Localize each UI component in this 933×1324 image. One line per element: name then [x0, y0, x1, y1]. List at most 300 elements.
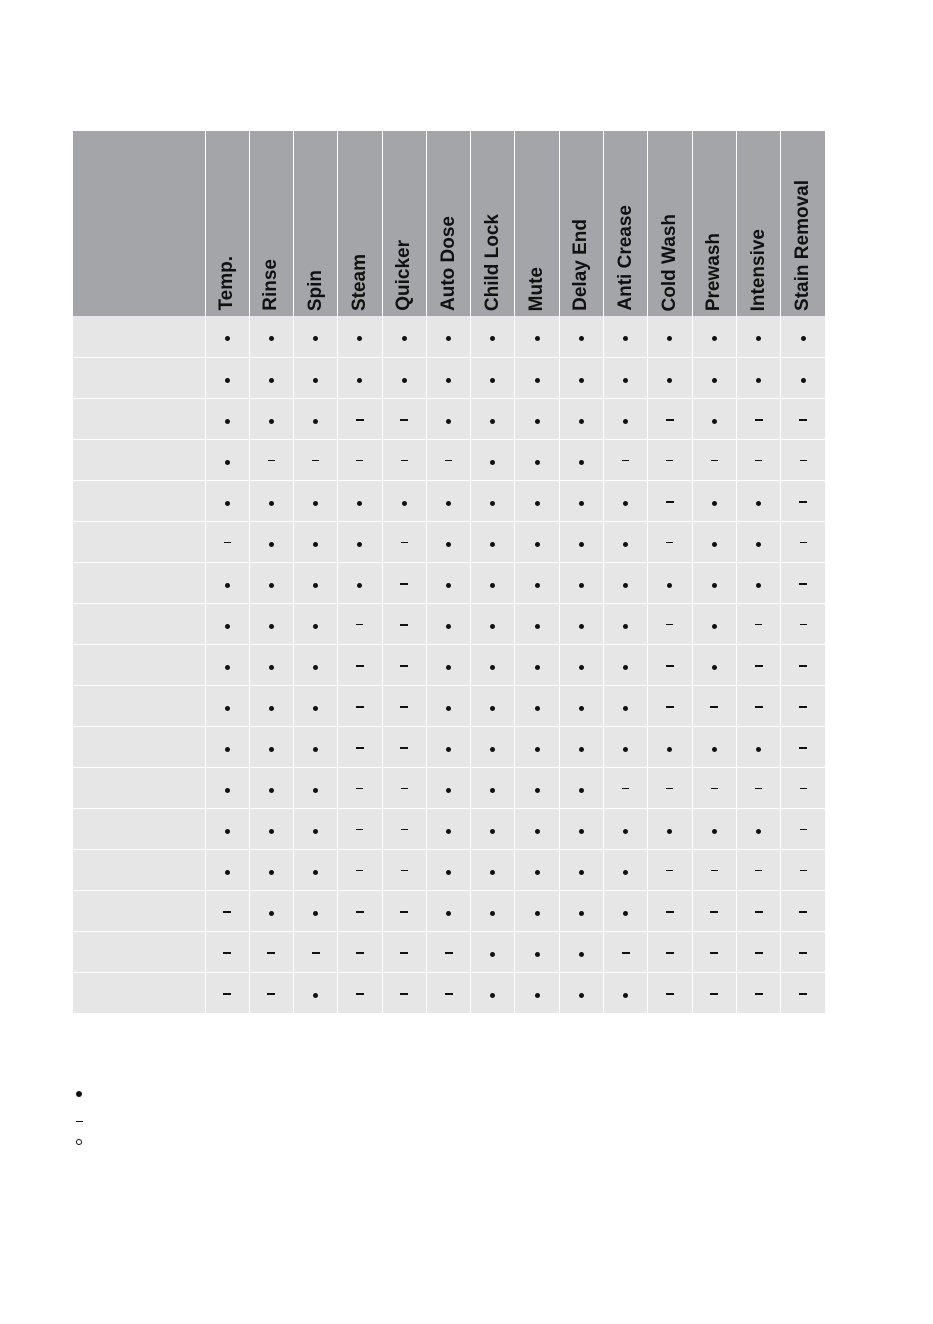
available-dot-icon — [313, 911, 318, 916]
available-dot-icon — [667, 747, 672, 752]
option-cell — [382, 726, 426, 767]
option-cell — [382, 808, 426, 849]
programme-label-cell — [73, 603, 205, 644]
not-available-dash-icon — [800, 870, 807, 871]
option-cell — [471, 562, 515, 603]
available-dot-icon — [535, 665, 540, 670]
option-cell — [471, 357, 515, 398]
option-cell — [781, 398, 825, 439]
option-cell — [781, 521, 825, 562]
option-cell — [382, 849, 426, 890]
not-available-dash-icon — [400, 706, 408, 708]
column-header — [205, 131, 249, 316]
option-cell — [781, 931, 825, 972]
available-dot-icon — [446, 419, 451, 424]
not-available-dash-icon — [401, 542, 408, 543]
option-cell — [736, 398, 780, 439]
available-dot-icon — [579, 583, 584, 588]
not-available-dash-icon — [356, 624, 363, 625]
available-dot-icon — [490, 583, 495, 588]
available-dot-icon — [313, 542, 318, 547]
available-dot-icon — [225, 870, 230, 875]
table-row — [73, 316, 825, 357]
available-dot-icon — [313, 583, 318, 588]
table-row — [73, 521, 825, 562]
option-cell — [249, 726, 293, 767]
table-header-row — [73, 131, 825, 316]
available-dot-icon — [535, 952, 540, 957]
not-available-dash-icon — [666, 419, 674, 421]
not-available-dash-icon — [666, 501, 674, 503]
not-available-dash-icon — [755, 911, 763, 913]
option-cell — [471, 849, 515, 890]
available-dot-icon — [535, 501, 540, 506]
option-cell — [382, 316, 426, 357]
not-available-dash-icon — [710, 952, 718, 954]
available-dot-icon — [623, 378, 628, 383]
available-dot-icon — [446, 624, 451, 629]
option-cell — [426, 603, 470, 644]
option-cell — [249, 562, 293, 603]
column-header — [471, 131, 515, 316]
option-cell — [781, 808, 825, 849]
available-dot-icon — [357, 542, 362, 547]
option-cell — [471, 644, 515, 685]
available-dot-icon — [579, 911, 584, 916]
available-dot-icon — [756, 542, 761, 547]
programme-label-cell — [73, 808, 205, 849]
column-header — [648, 131, 692, 316]
option-cell — [249, 398, 293, 439]
table-row — [73, 849, 825, 890]
available-dot-icon — [623, 870, 628, 875]
available-dot-icon — [801, 378, 806, 383]
option-cell — [604, 562, 648, 603]
not-available-dash-icon — [800, 542, 807, 543]
table-row — [73, 685, 825, 726]
available-dot-icon — [446, 336, 451, 341]
not-available-dash-icon — [710, 993, 718, 995]
column-header-label: Cold Wash — [658, 213, 680, 311]
not-available-dash-icon — [711, 460, 718, 461]
option-cell — [559, 890, 603, 931]
option-cell — [249, 439, 293, 480]
option-cell — [205, 603, 249, 644]
available-dot-icon — [579, 336, 584, 341]
table-row — [73, 480, 825, 521]
option-cell — [382, 767, 426, 808]
programme-label-cell — [73, 685, 205, 726]
not-available-dash-icon — [622, 788, 629, 789]
option-cell — [426, 972, 470, 1013]
programme-label-cell — [73, 931, 205, 972]
option-cell — [781, 767, 825, 808]
available-dot-icon — [667, 378, 672, 383]
option-cell — [338, 562, 382, 603]
option-cell — [781, 972, 825, 1013]
available-dot-icon — [357, 336, 362, 341]
column-header — [559, 131, 603, 316]
available-dot-icon — [535, 460, 540, 465]
option-cell — [648, 480, 692, 521]
available-dot-icon — [269, 870, 274, 875]
not-available-dash-icon — [223, 993, 231, 995]
not-available-dash-icon — [711, 788, 718, 789]
option-cell — [338, 890, 382, 931]
option-cell — [559, 644, 603, 685]
not-available-dash-icon — [755, 952, 763, 954]
available-dot-icon — [313, 665, 318, 670]
not-available-dash-icon — [622, 460, 629, 461]
option-cell — [515, 890, 559, 931]
option-cell — [515, 480, 559, 521]
option-cell — [338, 726, 382, 767]
available-dot-icon — [225, 583, 230, 588]
not-available-dash-icon — [800, 460, 807, 461]
not-available-dash-icon — [800, 624, 807, 625]
available-dot-icon — [756, 378, 761, 383]
not-available-dash-icon — [710, 911, 718, 913]
available-dot-icon — [535, 419, 540, 424]
option-cell — [736, 562, 780, 603]
option-cell — [515, 357, 559, 398]
not-available-dash-icon — [755, 419, 763, 421]
available-dot-icon — [269, 419, 274, 424]
option-cell — [515, 521, 559, 562]
available-dot-icon — [313, 993, 318, 998]
available-dot-icon — [313, 747, 318, 752]
column-header-label: Auto Dose — [437, 216, 459, 311]
not-available-dash-icon — [755, 993, 763, 995]
available-dot-icon — [225, 624, 230, 629]
available-dot-icon — [623, 336, 628, 341]
option-cell — [205, 972, 249, 1013]
available-dot-icon — [490, 624, 495, 629]
option-cell — [205, 685, 249, 726]
option-cell — [471, 398, 515, 439]
option-cell — [515, 562, 559, 603]
option-cell — [426, 767, 470, 808]
available-dot-icon — [490, 460, 495, 465]
option-cell — [382, 685, 426, 726]
available-dot-icon — [402, 336, 407, 341]
option-cell — [604, 931, 648, 972]
available-dot-icon — [756, 583, 761, 588]
option-cell — [604, 316, 648, 357]
available-dot-icon — [490, 336, 495, 341]
option-cell — [382, 521, 426, 562]
table-row — [73, 972, 825, 1013]
available-dot-icon — [490, 952, 495, 957]
available-dot-icon — [357, 583, 362, 588]
available-dot-icon — [535, 542, 540, 547]
option-cell — [426, 685, 470, 726]
option-cell — [249, 767, 293, 808]
available-dot-icon — [490, 993, 495, 998]
available-dot-icon — [712, 336, 717, 341]
not-available-dash-icon — [356, 952, 364, 954]
not-available-dash-icon — [755, 624, 762, 625]
available-dot-icon — [269, 829, 274, 834]
available-dot-icon — [579, 952, 584, 957]
option-cell — [604, 644, 648, 685]
option-cell — [382, 439, 426, 480]
option-cell — [294, 890, 338, 931]
available-dot-icon — [269, 501, 274, 506]
available-dot-icon — [623, 747, 628, 752]
option-cell — [338, 931, 382, 972]
option-cell — [692, 931, 736, 972]
available-dot-icon — [446, 911, 451, 916]
not-available-dash-icon — [799, 583, 807, 585]
option-cell — [471, 726, 515, 767]
option-cell — [205, 521, 249, 562]
programme-label-cell — [73, 439, 205, 480]
available-dot-icon — [712, 665, 717, 670]
available-dot-icon — [313, 378, 318, 383]
not-available-dash-icon — [356, 829, 363, 830]
available-dot-icon — [313, 419, 318, 424]
option-cell — [559, 972, 603, 1013]
available-dot-icon — [225, 829, 230, 834]
available-dot-icon — [756, 747, 761, 752]
option-cell — [736, 931, 780, 972]
available-dot-icon — [579, 870, 584, 875]
option-cell — [249, 316, 293, 357]
available-dot-icon — [446, 706, 451, 711]
option-cell — [338, 767, 382, 808]
option-cell — [781, 849, 825, 890]
available-dot-icon — [490, 788, 495, 793]
not-available-dash-icon — [356, 870, 363, 871]
option-cell — [338, 480, 382, 521]
available-dot-icon — [623, 706, 628, 711]
not-available-dash-icon — [799, 665, 807, 667]
option-cell — [736, 603, 780, 644]
option-cell — [648, 644, 692, 685]
available-dot-icon — [801, 336, 806, 341]
option-cell — [338, 972, 382, 1013]
table-row — [73, 726, 825, 767]
available-dot-icon — [712, 378, 717, 383]
option-cell — [736, 685, 780, 726]
available-dot-icon — [269, 542, 274, 547]
circle-icon — [76, 1139, 86, 1145]
option-cell — [294, 644, 338, 685]
available-dot-icon — [313, 870, 318, 875]
option-cell — [559, 685, 603, 726]
not-available-dash-icon — [666, 870, 673, 871]
option-cell — [515, 972, 559, 1013]
not-available-dash-icon — [267, 952, 275, 954]
option-cell — [249, 972, 293, 1013]
option-cell — [515, 726, 559, 767]
available-dot-icon — [623, 419, 628, 424]
not-available-dash-icon — [400, 624, 408, 626]
not-available-dash-icon — [622, 952, 630, 954]
option-cell — [604, 439, 648, 480]
table-row — [73, 357, 825, 398]
available-dot-icon — [269, 665, 274, 670]
not-available-dash-icon — [223, 911, 231, 913]
available-dot-icon — [535, 336, 540, 341]
available-dot-icon — [490, 665, 495, 670]
available-dot-icon — [535, 624, 540, 629]
not-available-dash-icon — [356, 993, 364, 995]
option-cell — [781, 480, 825, 521]
not-available-dash-icon — [666, 624, 673, 625]
programme-label-cell — [73, 480, 205, 521]
available-dot-icon — [446, 378, 451, 383]
option-cell — [736, 521, 780, 562]
not-available-dash-icon — [710, 706, 718, 708]
option-cell — [338, 521, 382, 562]
available-dot-icon — [225, 419, 230, 424]
available-dot-icon — [535, 378, 540, 383]
not-available-dash-icon — [799, 911, 807, 913]
column-header — [426, 131, 470, 316]
available-dot-icon — [579, 460, 584, 465]
option-cell — [294, 357, 338, 398]
option-cell — [294, 808, 338, 849]
available-dot-icon — [490, 911, 495, 916]
not-available-dash-icon — [400, 419, 408, 421]
option-cell — [604, 685, 648, 726]
option-cell — [426, 480, 470, 521]
option-cell — [205, 808, 249, 849]
option-cell — [471, 685, 515, 726]
option-cell — [338, 316, 382, 357]
not-available-dash-icon — [711, 870, 718, 871]
available-dot-icon — [269, 583, 274, 588]
not-available-dash-icon — [755, 788, 762, 789]
option-cell — [205, 890, 249, 931]
available-dot-icon — [623, 624, 628, 629]
available-dot-icon — [667, 829, 672, 834]
option-cell — [515, 316, 559, 357]
not-available-dash-icon — [400, 747, 408, 749]
option-cell — [736, 480, 780, 521]
available-dot-icon — [623, 501, 628, 506]
not-available-dash-icon — [799, 952, 807, 954]
column-header — [781, 131, 825, 316]
available-dot-icon — [313, 706, 318, 711]
available-dot-icon — [756, 501, 761, 506]
not-available-dash-icon — [666, 993, 674, 995]
table-row — [73, 808, 825, 849]
not-available-dash-icon — [666, 706, 674, 708]
available-dot-icon — [623, 665, 628, 670]
not-available-dash-icon — [800, 788, 807, 789]
option-cell — [426, 644, 470, 685]
not-available-dash-icon — [356, 665, 364, 667]
available-dot-icon — [579, 378, 584, 383]
option-cell — [736, 890, 780, 931]
column-header-label: Quicker — [393, 240, 415, 311]
option-cell — [249, 644, 293, 685]
not-available-dash-icon — [356, 460, 363, 461]
option-cell — [648, 767, 692, 808]
not-available-dash-icon — [400, 952, 408, 954]
programme-label-cell — [73, 890, 205, 931]
available-dot-icon — [712, 747, 717, 752]
option-cell — [648, 316, 692, 357]
option-cell — [559, 316, 603, 357]
available-dot-icon — [579, 624, 584, 629]
option-cell — [692, 726, 736, 767]
column-header — [382, 131, 426, 316]
option-cell — [338, 398, 382, 439]
option-cell — [249, 890, 293, 931]
available-dot-icon — [579, 501, 584, 506]
option-cell — [781, 685, 825, 726]
option-cell — [294, 439, 338, 480]
not-available-dash-icon — [799, 706, 807, 708]
available-dot-icon — [446, 501, 451, 506]
not-available-dash-icon — [799, 419, 807, 421]
available-dot-icon — [712, 829, 717, 834]
not-available-dash-icon — [401, 829, 408, 830]
column-header — [294, 131, 338, 316]
option-cell — [471, 316, 515, 357]
not-available-dash-icon — [356, 419, 364, 421]
available-dot-icon — [446, 542, 451, 547]
option-cell — [515, 603, 559, 644]
option-cell — [249, 603, 293, 644]
not-available-dash-icon — [223, 952, 231, 954]
available-dot-icon — [225, 706, 230, 711]
column-header — [515, 131, 559, 316]
not-available-dash-icon — [666, 788, 673, 789]
programme-label-cell — [73, 398, 205, 439]
not-available-dash-icon — [400, 911, 408, 913]
option-cell — [648, 972, 692, 1013]
option-cell — [781, 603, 825, 644]
option-cell — [249, 808, 293, 849]
available-dot-icon — [269, 788, 274, 793]
available-dot-icon — [756, 336, 761, 341]
dash-icon — [76, 1115, 86, 1122]
available-dot-icon — [402, 501, 407, 506]
option-cell — [692, 890, 736, 931]
option-cell — [781, 357, 825, 398]
option-cell — [515, 849, 559, 890]
option-cell — [205, 316, 249, 357]
option-cell — [471, 972, 515, 1013]
option-cell — [294, 972, 338, 1013]
option-cell — [648, 931, 692, 972]
header-corner-cell — [73, 131, 205, 316]
legend-item — [76, 1130, 96, 1154]
option-cell — [736, 644, 780, 685]
not-available-dash-icon — [799, 747, 807, 749]
option-cell — [515, 931, 559, 972]
option-cell — [249, 849, 293, 890]
not-available-dash-icon — [268, 460, 275, 461]
table-row — [73, 603, 825, 644]
option-cell — [294, 685, 338, 726]
option-cell — [294, 767, 338, 808]
option-cell — [382, 562, 426, 603]
option-cell — [559, 726, 603, 767]
not-available-dash-icon — [755, 665, 763, 667]
available-dot-icon — [446, 870, 451, 875]
option-cell — [426, 439, 470, 480]
legend-item — [76, 1082, 96, 1106]
available-dot-icon — [535, 870, 540, 875]
option-cell — [471, 808, 515, 849]
available-dot-icon — [579, 993, 584, 998]
